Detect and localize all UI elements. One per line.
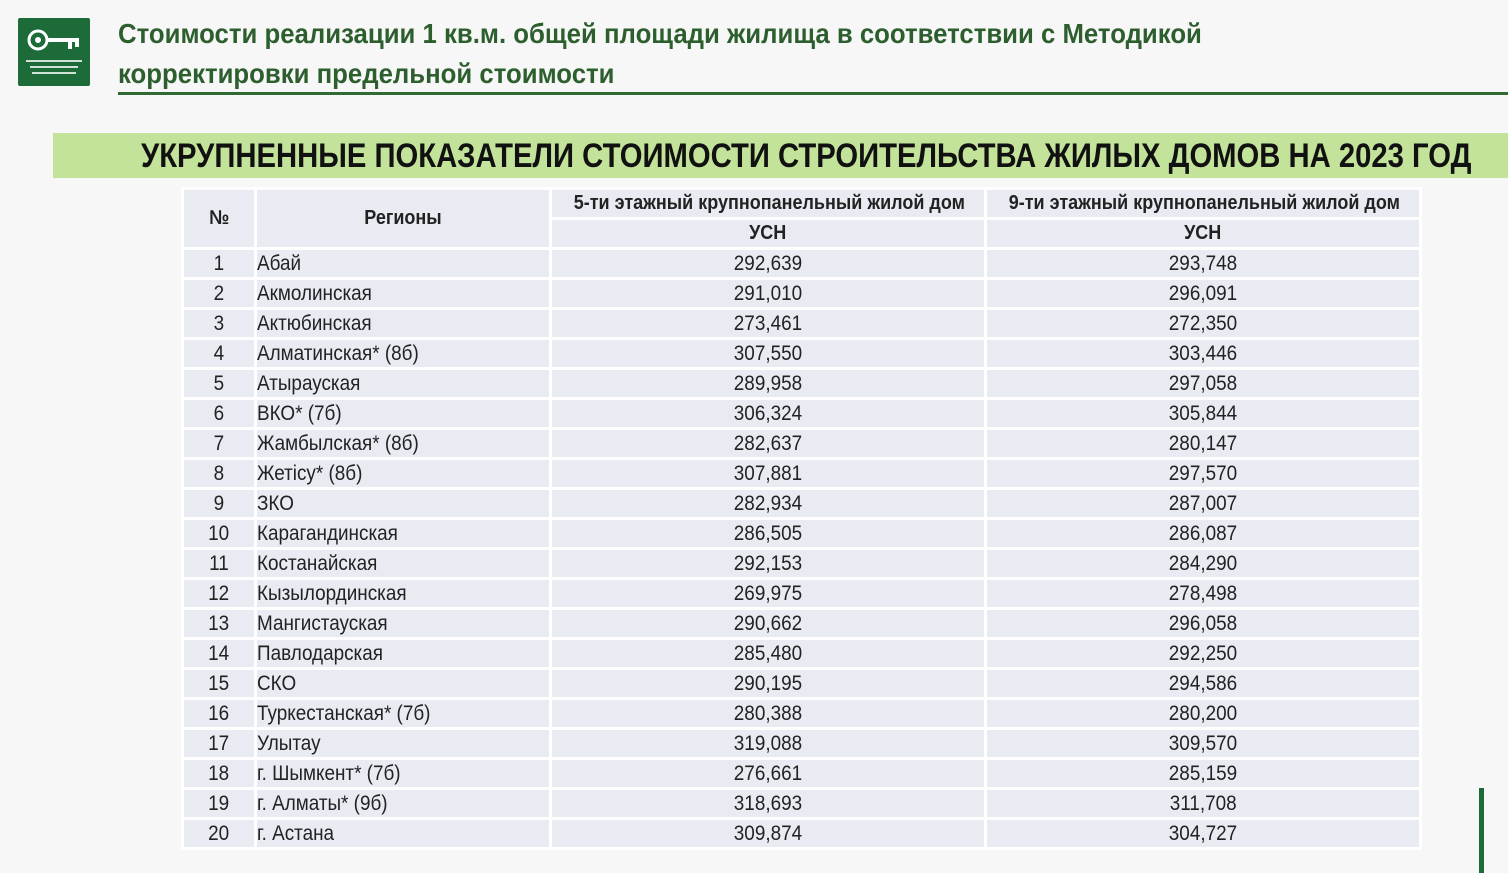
- row-region: Костанайская: [257, 550, 549, 577]
- banner-heading: УКРУПНЕННЫЕ ПОКАЗАТЕЛИ СТОИМОСТИ СТРОИТЕЛЬСТВА ЖИЛЫХ ДОМОВ НА 2023 ГОД: [141, 137, 1472, 175]
- table-row: [184, 280, 1419, 307]
- row-number: 15: [184, 670, 254, 697]
- table-row: [184, 670, 1419, 697]
- subheader-usn-5: УСН: [552, 220, 984, 247]
- row-region: ЗКО: [257, 490, 549, 517]
- row-number: 12: [184, 580, 254, 607]
- header-5-storey: 5-ти этажный крупнопанельный жилой дом: [552, 190, 984, 217]
- row-number: 13: [184, 610, 254, 637]
- row-value-9-storey: 280,147: [987, 430, 1419, 457]
- table-row: [184, 640, 1419, 667]
- row-value-9-storey: 297,570: [987, 460, 1419, 487]
- row-value-5-storey: 286,505: [552, 520, 984, 547]
- row-value-5-storey: 307,550: [552, 340, 984, 367]
- row-value-9-storey: 304,727: [987, 820, 1419, 847]
- table-row: [184, 340, 1419, 367]
- row-value-5-storey: 280,388: [552, 700, 984, 727]
- row-value-5-storey: 307,881: [552, 460, 984, 487]
- row-number: 18: [184, 760, 254, 787]
- row-region: Павлодарская: [257, 640, 549, 667]
- table-row: [184, 790, 1419, 817]
- table-row: [184, 730, 1419, 757]
- row-value-5-storey: 285,480: [552, 640, 984, 667]
- row-value-5-storey: 290,195: [552, 670, 984, 697]
- header-9-storey: 9-ти этажный крупнопанельный жилой дом: [987, 190, 1419, 217]
- row-region: СКО: [257, 670, 549, 697]
- company-logo: [18, 18, 90, 86]
- row-value-9-storey: 286,087: [987, 520, 1419, 547]
- table-row: [184, 310, 1419, 337]
- row-value-5-storey: 282,934: [552, 490, 984, 517]
- row-value-9-storey: 311,708: [987, 790, 1419, 817]
- row-region: Абай: [257, 250, 549, 277]
- row-number: 16: [184, 700, 254, 727]
- table-row: [184, 430, 1419, 457]
- row-value-5-storey: 269,975: [552, 580, 984, 607]
- row-value-9-storey: 287,007: [987, 490, 1419, 517]
- row-number: 14: [184, 640, 254, 667]
- row-value-5-storey: 282,637: [552, 430, 984, 457]
- row-region: Кызылординская: [257, 580, 549, 607]
- row-region: Жетісу* (8б): [257, 460, 549, 487]
- title-divider: [118, 92, 1508, 95]
- row-value-5-storey: 292,153: [552, 550, 984, 577]
- row-value-9-storey: 296,058: [987, 610, 1419, 637]
- row-number: 17: [184, 730, 254, 757]
- row-value-5-storey: 276,661: [552, 760, 984, 787]
- row-value-5-storey: 306,324: [552, 400, 984, 427]
- row-value-9-storey: 272,350: [987, 310, 1419, 337]
- row-value-9-storey: 297,058: [987, 370, 1419, 397]
- slide-title: [118, 14, 1222, 94]
- row-value-9-storey: 293,748: [987, 250, 1419, 277]
- row-region: Туркестанская* (7б): [257, 700, 549, 727]
- section-banner: [53, 133, 1508, 178]
- row-region: г. Астана: [257, 820, 549, 847]
- table-row: [184, 460, 1419, 487]
- row-value-5-storey: 309,874: [552, 820, 984, 847]
- row-value-9-storey: 278,498: [987, 580, 1419, 607]
- row-region: г. Шымкент* (7б): [257, 760, 549, 787]
- row-value-9-storey: 296,091: [987, 280, 1419, 307]
- row-region: ВКО* (7б): [257, 400, 549, 427]
- slide-title-line1: Стоимости реализации 1 кв.м. общей площади жилища в соответствии с Методикой: [118, 18, 1202, 49]
- row-number: 19: [184, 790, 254, 817]
- row-number: 1: [184, 250, 254, 277]
- row-value-5-storey: 318,693: [552, 790, 984, 817]
- row-value-5-storey: 290,662: [552, 610, 984, 637]
- row-value-5-storey: 319,088: [552, 730, 984, 757]
- decorative-corner-bar: [1479, 788, 1484, 873]
- row-number: 5: [184, 370, 254, 397]
- row-value-9-storey: 285,159: [987, 760, 1419, 787]
- row-value-5-storey: 291,010: [552, 280, 984, 307]
- row-number: 9: [184, 490, 254, 517]
- table-row: [184, 520, 1419, 547]
- row-number: 8: [184, 460, 254, 487]
- key-icon: [18, 18, 90, 86]
- header-num: №: [184, 190, 254, 247]
- row-value-9-storey: 292,250: [987, 640, 1419, 667]
- cost-table: [181, 187, 1422, 850]
- row-value-5-storey: 289,958: [552, 370, 984, 397]
- row-number: 7: [184, 430, 254, 457]
- row-region: Жамбылская* (8б): [257, 430, 549, 457]
- row-number: 10: [184, 520, 254, 547]
- row-value-9-storey: 294,586: [987, 670, 1419, 697]
- row-number: 2: [184, 280, 254, 307]
- row-value-9-storey: 305,844: [987, 400, 1419, 427]
- row-region: Мангистауская: [257, 610, 549, 637]
- subheader-usn-9: УСН: [987, 220, 1419, 247]
- row-value-5-storey: 273,461: [552, 310, 984, 337]
- table-row: [184, 580, 1419, 607]
- table-row: [184, 250, 1419, 277]
- row-number: 4: [184, 340, 254, 367]
- table-row: [184, 610, 1419, 637]
- row-region: Улытау: [257, 730, 549, 757]
- header-region: Регионы: [257, 190, 549, 247]
- row-number: 3: [184, 310, 254, 337]
- table-row: [184, 550, 1419, 577]
- table-row: [184, 490, 1419, 517]
- table-row: [184, 820, 1419, 847]
- table-row: [184, 760, 1419, 787]
- row-number: 20: [184, 820, 254, 847]
- table-row: [184, 400, 1419, 427]
- row-value-9-storey: 303,446: [987, 340, 1419, 367]
- row-region: Алматинская* (8б): [257, 340, 549, 367]
- row-value-5-storey: 292,639: [552, 250, 984, 277]
- slide-title-line2: корректировки предельной стоимости: [118, 58, 615, 89]
- row-value-9-storey: 309,570: [987, 730, 1419, 757]
- row-number: 11: [184, 550, 254, 577]
- row-number: 6: [184, 400, 254, 427]
- row-region: Атырауская: [257, 370, 549, 397]
- row-value-9-storey: 284,290: [987, 550, 1419, 577]
- table-header-row: [184, 190, 1419, 217]
- row-region: Карагандинская: [257, 520, 549, 547]
- row-region: Актюбинская: [257, 310, 549, 337]
- table-row: [184, 700, 1419, 727]
- table-row: [184, 370, 1419, 397]
- row-value-9-storey: 280,200: [987, 700, 1419, 727]
- row-region: Акмолинская: [257, 280, 549, 307]
- row-region: г. Алматы* (9б): [257, 790, 549, 817]
